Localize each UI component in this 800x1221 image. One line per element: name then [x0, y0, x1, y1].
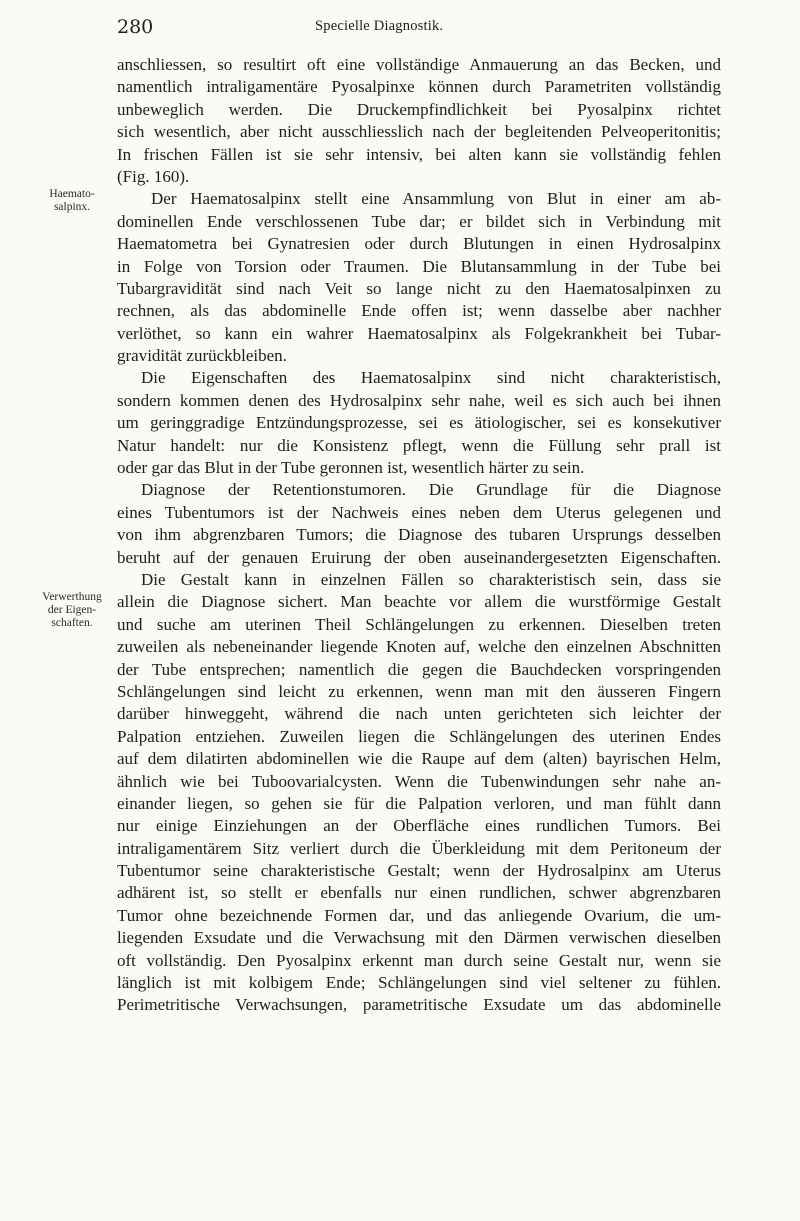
text-line: Tumor ohne bezeichnende Formen dar, und das anliegende Ovarium, die um-: [117, 905, 721, 925]
text-line: oder gar das Blut in der Tube geronnen ist, wesentlich härter zu sein.: [117, 458, 585, 478]
text-line: allein die Diagnose sichert. Man beachte vor allem die wurstförmige Gestalt: [117, 592, 721, 612]
margin-note-line: schaften.: [51, 617, 93, 629]
text-line: länglich ist mit kolbigem Ende; Schlängelungen sind viel seltener zu fühlen.: [117, 973, 721, 993]
text-line: sondern kommen denen des Hydrosalpinx sehr nahe, weil es sich auch bei ihnen: [117, 390, 721, 410]
text-line: der Tube entsprechen; namentlich die gegen die Bauchdecken vorspringenden: [117, 659, 721, 679]
text-line: zuweilen als nebeneinander liegende Knoten auf, welche den einzelnen Abschnitten: [117, 637, 721, 657]
page-header: [117, 4, 717, 44]
text-line: sich wesentlich, aber nicht ausschliesslich nach der begleitenden Pelveoperitonitis;: [117, 122, 721, 142]
text-line: von ihm abgrenzbaren Tumors; die Diagnose des tubaren Ursprungs desselben: [117, 525, 721, 545]
text-line: Perimetritische Verwachsungen, parametritische Exsudate um das abdominelle: [117, 995, 721, 1015]
text-line: beruht auf der genauen Eruirung der oben auseinandergesetzten Eigenschaften.: [117, 547, 721, 567]
margin-note-line: der Eigen-: [47, 604, 97, 616]
text-line: Die Gestalt kann in einzelnen Fällen so charakteristisch sein, dass sie: [141, 569, 721, 589]
text-line: Haematometra bei Gynatresien oder durch Blutungen in einen Hydrosalpinx: [117, 234, 721, 254]
margin-note-haematosalpinx: [30, 188, 114, 214]
text-line: Tubentumor seine charakteristische Gestalt; wenn der Hydrosalpinx am Uterus: [117, 861, 721, 881]
text-line: liegenden Exsudate und die Verwachsung mit den Därmen verwischen dieselben: [117, 928, 721, 948]
text-line: Die Eigenschaften des Haematosalpinx sind nicht charakteristisch,: [141, 368, 721, 388]
text-line: Tubargravidität sind nach Veit so lange nicht zu den Haematosalpinxen zu: [117, 278, 721, 298]
margin-note-verwerthung: [30, 591, 114, 630]
text-line: (Fig. 160).: [117, 166, 190, 186]
text-line: um geringgradige Entzündungsprozesse, sei es ätiologischer, sei es konsekutiver: [117, 413, 721, 433]
text-line: in Folge von Torsion oder Traumen. Die Blutansammlung in der Tube bei: [117, 256, 721, 276]
body-text: [117, 54, 721, 1017]
text-line: nur einige Einziehungen an der Oberfläche eines rundlichen Tumors. Bei: [117, 816, 721, 836]
text-line: oft vollständig. Den Pyosalpinx erkennt man durch seine Gestalt nur, wenn sie: [117, 950, 721, 970]
text-line: einander liegen, so gehen sie für die Palpation verloren, und man fühlt dann: [117, 793, 721, 813]
text-line: auf dem dilatirten abdominellen wie die Raupe auf dem (alten) bayrischen Helm,: [117, 749, 721, 769]
text-line: intraligamentärem Sitz verliert durch die Überkleidung mit dem Peritoneum der: [117, 838, 721, 858]
text-line: dominellen Ende verschlossenen Tube dar; er bildet sich in Verbindung mit: [117, 211, 721, 231]
page-number: 280: [117, 16, 154, 38]
text-line: ähnlich wie bei Tuboovarialcysten. Wenn die Tubenwindungen sehr nahe an-: [117, 771, 721, 791]
running-title: Specielle Diagnostik.: [315, 18, 444, 34]
text-line: Palpation entziehen. Zuweilen liegen die Schlängelungen des uterinen Endes: [117, 726, 721, 746]
text-line: unbeweglich werden. Die Druckempfindlichkeit bei Pyosalpinx richtet: [117, 99, 721, 119]
margin-note-line: Verwerthung: [42, 591, 102, 603]
text-line: gravidität zurückbleiben.: [117, 346, 287, 366]
text-line: In frischen Fällen ist sie sehr intensiv, bei alten kann sie vollständig fehlen: [117, 144, 721, 164]
margin-note-line: Haemato-: [49, 188, 95, 200]
section-heading-line: Der Haematosalpinx stellt eine Ansammlung von Blut in einer am ab-: [151, 189, 721, 209]
text-line: rechnen, als das abdominelle Ende offen ist; wenn dasselbe aber nachher: [117, 301, 721, 321]
text-line: namentlich intraligamentäre Pyosalpinxe können durch Parametriten vollständig: [117, 77, 721, 97]
text-line: eines Tubentumors ist der Nachweis eines neben dem Uterus gelegenen und: [117, 502, 721, 522]
text-line: und suche am uterinen Theil Schlängelungen zu erkennen. Dieselben treten: [117, 614, 721, 634]
text-line: Schlängelungen sind leicht zu erkennen, wenn man mit den äusseren Fingern: [117, 681, 721, 701]
text-line: anschliessen, so resultirt oft eine vollständige Anmauerung an das Becken, und: [117, 55, 721, 74]
text-line: verlöthet, so kann ein wahrer Haematosalpinx als Folgekrankheit bei Tubar-: [117, 323, 721, 343]
text-line: adhärent ist, so stellt er ebenfalls nur einen rundlichen, schwer abgrenzbaren: [117, 883, 721, 903]
section-heading-line: Diagnose der Retentionstumoren. Die Grundlage für die Diagnose: [141, 480, 721, 500]
margin-note-line: salpinx.: [53, 201, 91, 213]
text-line: Natur handelt: nur die Konsistenz pflegt, wenn die Füllung sehr prall ist: [117, 435, 721, 455]
text-line: darüber hinweggeht, während die nach unten gerichteten sich leichter der: [117, 704, 721, 724]
